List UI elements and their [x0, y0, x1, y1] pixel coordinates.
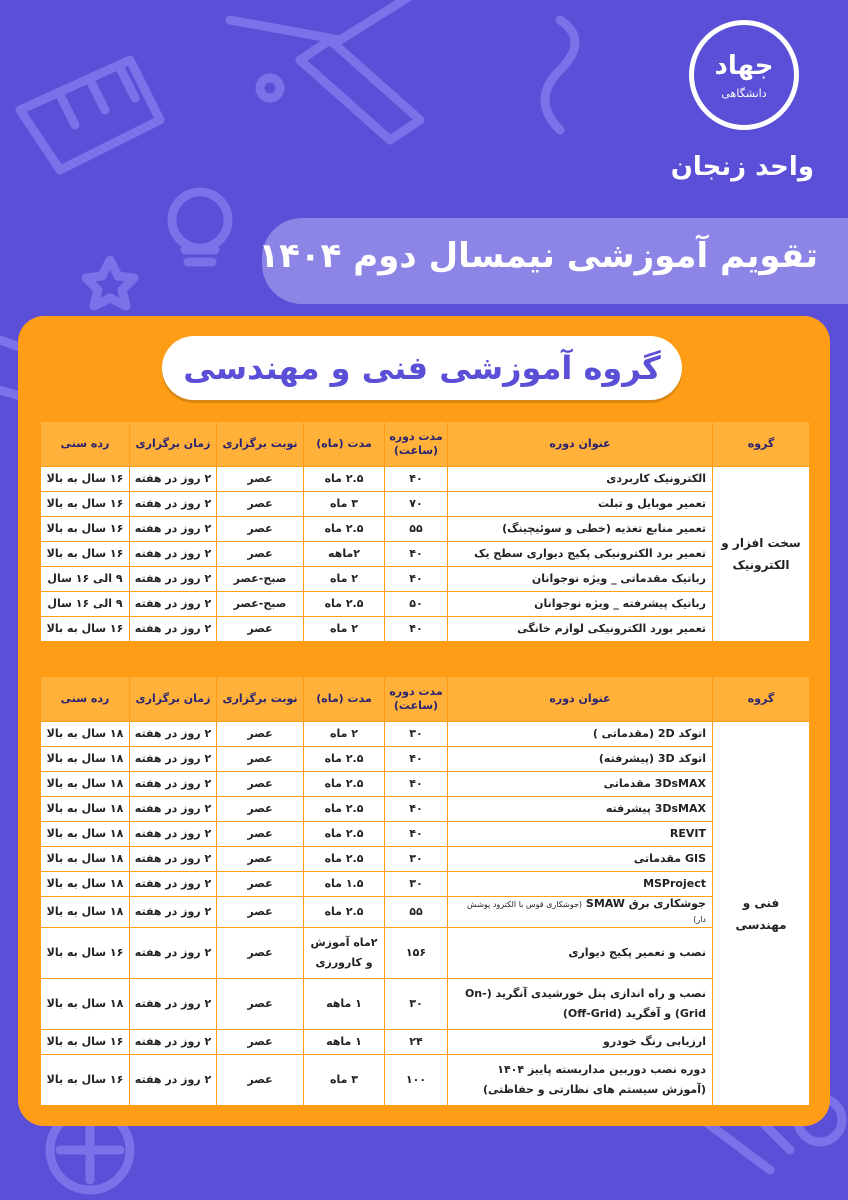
group-heading: گروه آموزشی فنی و مهندسی	[183, 349, 661, 387]
course-hours: ۳۰	[385, 979, 447, 1029]
course-schedule: ۲ روز در هفته	[130, 772, 216, 796]
course-age: ۹ الی ۱۶ سال	[41, 567, 129, 591]
schedule-table-engineering	[40, 676, 810, 1106]
header-duration: مدت (ماه)	[304, 677, 384, 721]
course-shift: عصر	[217, 517, 303, 541]
course-title: تعمیر بورد الکترونیکی لوازم خانگی	[448, 617, 712, 641]
course-duration: ۲ ماه	[304, 617, 384, 641]
course-age: ۱۸ سال به بالا	[41, 747, 129, 771]
course-hours: ۴۰	[385, 772, 447, 796]
course-title: اتوکد 3D (پیشرفته)	[448, 747, 712, 771]
course-hours: ۴۰	[385, 542, 447, 566]
course-duration: ۲.۵ ماه	[304, 797, 384, 821]
course-duration: ۳ ماه	[304, 492, 384, 516]
course-title-main: جوشکاری برق SMAW	[585, 897, 706, 910]
table-row	[41, 897, 809, 927]
course-shift: عصر	[217, 467, 303, 491]
course-age: ۱۸ سال به بالا	[41, 772, 129, 796]
course-hours: ۴۰	[385, 747, 447, 771]
course-title: 3DsMAX مقدماتی	[448, 772, 712, 796]
course-duration: ۲.۵ ماه	[304, 847, 384, 871]
header-group: گروه	[713, 422, 809, 466]
course-hours: ۳۰	[385, 847, 447, 871]
course-age: ۱۸ سال به بالا	[41, 797, 129, 821]
course-title: GIS مقدماتی	[448, 847, 712, 871]
course-title: اتوکد 2D (مقدماتی )	[448, 722, 712, 746]
table-row	[41, 872, 809, 896]
course-schedule: ۲ روز در هفته	[130, 492, 216, 516]
course-shift: عصر	[217, 847, 303, 871]
schedule-table-electronics	[40, 421, 810, 642]
course-title: REVIT	[448, 822, 712, 846]
course-title: تعمیر منابع تغذیه (خطی و سوئیچینگ)	[448, 517, 712, 541]
course-title: الکترونیک کاربردی	[448, 467, 712, 491]
header-schedule: زمان برگزاری	[130, 422, 216, 466]
table-row	[41, 722, 809, 746]
course-schedule: ۲ روز در هفته	[130, 797, 216, 821]
header-shift: نوبت برگزاری	[217, 422, 303, 466]
header-course: عنوان دوره	[448, 422, 712, 466]
course-age: ۱۸ سال به بالا	[41, 722, 129, 746]
course-title: رباتیک مقدماتی _ ویژه نوجوانان	[448, 567, 712, 591]
course-shift: عصر	[217, 617, 303, 641]
course-schedule: ۲ روز در هفته	[130, 1030, 216, 1054]
course-duration: ۱ ماهه	[304, 1030, 384, 1054]
table-row	[41, 517, 809, 541]
course-age: ۹ الی ۱۶ سال	[41, 592, 129, 616]
table-header-row	[41, 422, 809, 466]
table-row	[41, 467, 809, 491]
course-shift: عصر	[217, 1030, 303, 1054]
table-row	[41, 1030, 809, 1054]
course-age: ۱۸ سال به بالا	[41, 872, 129, 896]
course-age: ۱۸ سال به بالا	[41, 822, 129, 846]
course-shift: عصر	[217, 492, 303, 516]
course-title: MSProject	[448, 872, 712, 896]
course-shift: عصر	[217, 979, 303, 1029]
course-hours: ۴۰	[385, 567, 447, 591]
course-schedule: ۲ روز در هفته	[130, 897, 216, 927]
table-header-row	[41, 677, 809, 721]
course-shift: عصر	[217, 1055, 303, 1105]
course-shift: عصر	[217, 797, 303, 821]
header-duration: مدت (ماه)	[304, 422, 384, 466]
table-row	[41, 772, 809, 796]
header-age: رده سنی	[41, 677, 129, 721]
course-age: ۱۸ سال به بالا	[41, 979, 129, 1029]
course-title: نصب و تعمیر پکیج دیواری	[448, 928, 712, 978]
course-duration: ۲ ماه	[304, 722, 384, 746]
course-schedule: ۲ روز در هفته	[130, 747, 216, 771]
course-duration: ۲ ماه	[304, 567, 384, 591]
table-row	[41, 747, 809, 771]
table-row	[41, 1055, 809, 1105]
course-hours: ۵۵	[385, 897, 447, 927]
header-hours: مدت دوره (ساعت)	[385, 422, 447, 466]
course-age: ۱۶ سال به بالا	[41, 928, 129, 978]
header-group: گروه	[713, 677, 809, 721]
course-duration: ۲.۵ ماه	[304, 592, 384, 616]
course-shift: عصر	[217, 772, 303, 796]
course-hours: ۳۰	[385, 722, 447, 746]
course-hours: ۴۰	[385, 822, 447, 846]
course-duration: ۲ماه آموزش و کارورزی	[304, 928, 384, 978]
course-shift: صبح-عصر	[217, 592, 303, 616]
course-schedule: ۲ روز در هفته	[130, 872, 216, 896]
course-title: تعمیر موبایل و تبلت	[448, 492, 712, 516]
course-schedule: ۲ روز در هفته	[130, 517, 216, 541]
header-shift: نوبت برگزاری	[217, 677, 303, 721]
course-duration: ۲.۵ ماه	[304, 517, 384, 541]
course-shift: عصر	[217, 722, 303, 746]
header-schedule: زمان برگزاری	[130, 677, 216, 721]
course-duration: ۱ ماهه	[304, 979, 384, 1029]
table-row	[41, 797, 809, 821]
course-age: ۱۶ سال به بالا	[41, 1055, 129, 1105]
header-age: رده سنی	[41, 422, 129, 466]
logo-main-text: جهاد	[714, 51, 774, 81]
table-row	[41, 592, 809, 616]
course-age: ۱۶ سال به بالا	[41, 1030, 129, 1054]
course-age: ۱۶ سال به بالا	[41, 467, 129, 491]
course-title	[448, 897, 712, 927]
course-title: تعمیر برد الکترونیکی پکیج دیواری سطح یک	[448, 542, 712, 566]
course-schedule: ۲ روز در هفته	[130, 979, 216, 1029]
course-hours: ۵۵	[385, 517, 447, 541]
course-hours: ۴۰	[385, 797, 447, 821]
course-title: دوره نصب دوربین مداربسته پاییز ۱۴۰۴ (آموزش سیستم های نظارتی و حفاظتی)	[448, 1055, 712, 1105]
group-label: فنی و مهندسی	[713, 722, 809, 1105]
course-duration: ۲.۵ ماه	[304, 467, 384, 491]
header-hours: مدت دوره (ساعت)	[385, 677, 447, 721]
course-shift: عصر	[217, 928, 303, 978]
course-duration: ۱.۵ ماه	[304, 872, 384, 896]
header-course: عنوان دوره	[448, 677, 712, 721]
table-row	[41, 847, 809, 871]
course-schedule: ۲ روز در هفته	[130, 567, 216, 591]
table-row	[41, 928, 809, 978]
course-shift: عصر	[217, 822, 303, 846]
course-title: نصب و راه اندازی پنل خورشیدی آنگرید (On-Grid) و آفگرید (Off-Grid)	[448, 979, 712, 1029]
table-row	[41, 492, 809, 516]
course-hours: ۷۰	[385, 492, 447, 516]
course-duration: ۲.۵ ماه	[304, 772, 384, 796]
course-duration: ۲ماهه	[304, 542, 384, 566]
course-hours: ۱۰۰	[385, 1055, 447, 1105]
course-title: 3DsMAX پیشرفته	[448, 797, 712, 821]
course-hours: ۲۴	[385, 1030, 447, 1054]
course-schedule: ۲ روز در هفته	[130, 592, 216, 616]
table-row	[41, 567, 809, 591]
course-hours: ۳۰	[385, 872, 447, 896]
logo-sub-text: دانشگاهی	[721, 87, 767, 100]
course-schedule: ۲ روز در هفته	[130, 467, 216, 491]
table-row	[41, 822, 809, 846]
organization-logo	[670, 20, 814, 205]
course-title: ارزیابی رنگ خودرو	[448, 1030, 712, 1054]
table-row	[41, 979, 809, 1029]
course-schedule: ۲ روز در هفته	[130, 617, 216, 641]
course-shift: عصر	[217, 872, 303, 896]
course-schedule: ۲ روز در هفته	[130, 928, 216, 978]
group-heading-pill	[162, 336, 682, 400]
course-schedule: ۲ روز در هفته	[130, 1055, 216, 1105]
course-duration: ۲.۵ ماه	[304, 747, 384, 771]
course-title-note: (جوشکاری قوس با الکترود پوشش دار)	[467, 900, 706, 924]
course-age: ۱۸ سال به بالا	[41, 897, 129, 927]
course-shift: صبح-عصر	[217, 567, 303, 591]
course-shift: عصر	[217, 897, 303, 927]
course-title: رباتیک پیشرفته _ ویژه نوجوانان	[448, 592, 712, 616]
course-schedule: ۲ روز در هفته	[130, 847, 216, 871]
course-hours: ۴۰	[385, 467, 447, 491]
title-banner	[258, 218, 848, 304]
course-age: ۱۶ سال به بالا	[41, 617, 129, 641]
logo-unit-text: واحد زنجان	[670, 152, 814, 182]
course-schedule: ۲ روز در هفته	[130, 542, 216, 566]
course-age: ۱۶ سال به بالا	[41, 542, 129, 566]
logo-emblem-icon	[689, 20, 799, 130]
course-duration: ۲.۵ ماه	[304, 897, 384, 927]
course-schedule: ۲ روز در هفته	[130, 822, 216, 846]
course-hours: ۱۵۶	[385, 928, 447, 978]
course-age: ۱۸ سال به بالا	[41, 847, 129, 871]
table-row	[41, 617, 809, 641]
course-hours: ۵۰	[385, 592, 447, 616]
group-label: سخت افزار و الکترونیک	[713, 467, 809, 641]
course-hours: ۴۰	[385, 617, 447, 641]
page-title: تقویم آموزشی نیمسال دوم ۱۴۰۴	[258, 236, 818, 276]
course-schedule: ۲ روز در هفته	[130, 722, 216, 746]
course-duration: ۳ ماه	[304, 1055, 384, 1105]
course-shift: عصر	[217, 747, 303, 771]
course-duration: ۲.۵ ماه	[304, 822, 384, 846]
course-age: ۱۶ سال به بالا	[41, 517, 129, 541]
course-age: ۱۶ سال به بالا	[41, 492, 129, 516]
course-shift: عصر	[217, 542, 303, 566]
table-row	[41, 542, 809, 566]
